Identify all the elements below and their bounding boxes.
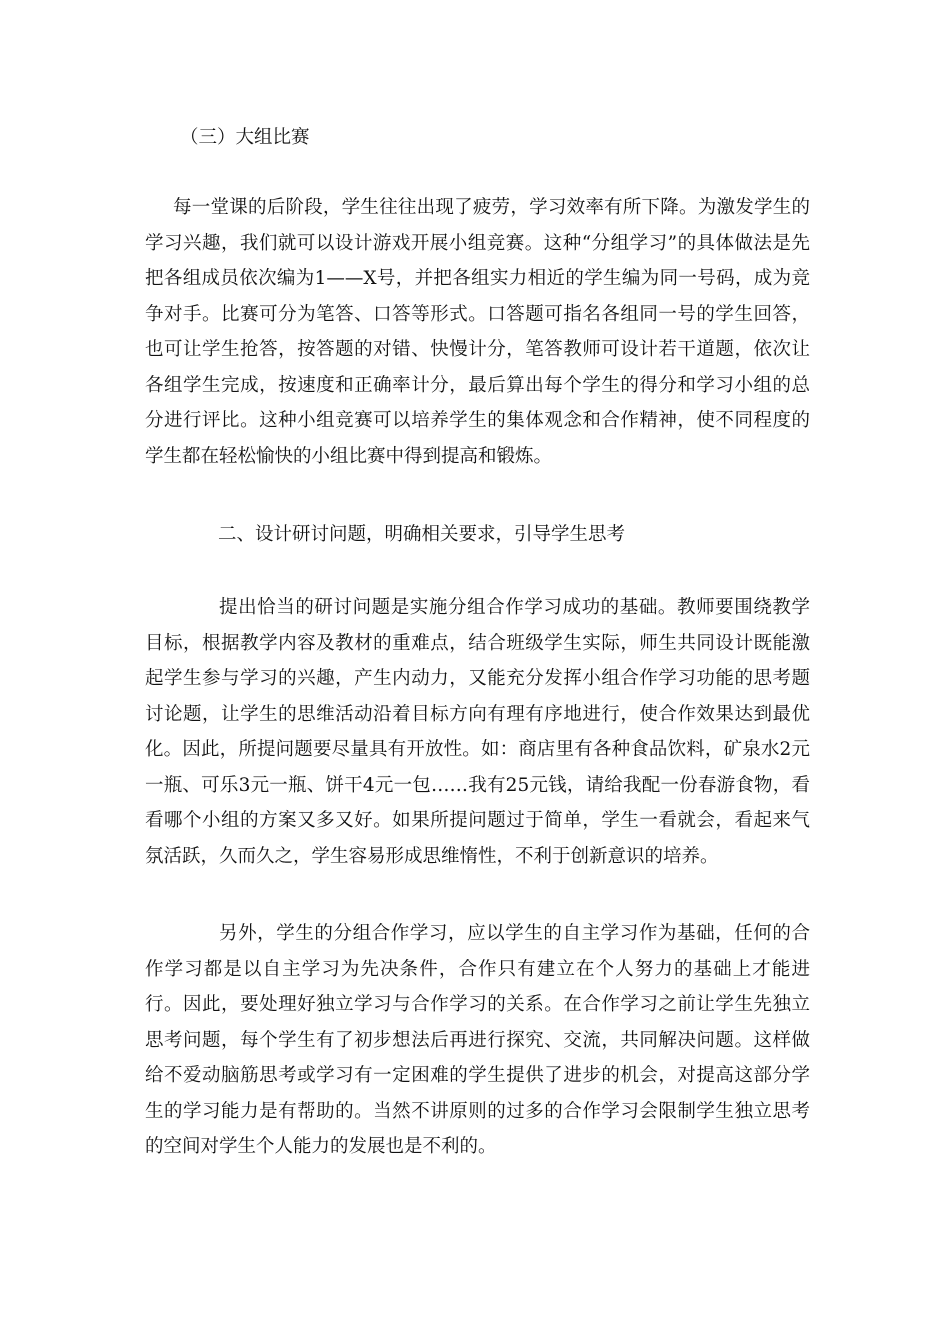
main-heading: 二、设计研讨问题，明确相关要求，引导学生思考 (218, 524, 626, 545)
section-heading: （三）大组比赛 (180, 127, 310, 148)
paragraph-discussion-questions: 提出恰当的研讨问题是实施分组合作学习成功的基础。教师要围绕教学目标，根据教学内容及教材的重难点，结合班级学生实际，师生共同设计既能激起学生参与学习的兴趣，产生内动力，又能充分发挥小组合作学习功能的思考题讨论题，让学生的思维活动沿着目标方向有理有序地进行，使合作效果达到最优化。因此，所提问题要尽量具有开放性。如：商店里有各种食品饮料，矿泉水2元一瓶、可乐3元一瓶、饼干4元一包……我有25元钱，请给我配一份春游食物，看看哪个小组的方案又多又好。如果所提问题过于简单，学生一看就会，看起来气氛活跃，久而久之，学生容易形成思维惰性，不利于创新意识的培养。 (145, 597, 810, 867)
paragraph-group-competition: 每一堂课的后阶段，学生往往出现了疲劳，学习效率有所下降。为激发学生的学习兴趣，我们就可以设计游戏开展小组竞赛。这种“分组学习”的具体做法是先把各组成员依次编为1——X号，并把各组实力相近的学生编为同一号码，成为竞争对手。比赛可分为笔答、口答等形式。口答题可指名各组同一号的学生回答，也可让学生抢答，按答题的对错、快慢计分，笔答教师可设计若干道题，依次让各组学生完成，按速度和正确率计分，最后算出每个学生的得分和学习小组的总分进行评比。这种小组竞赛可以培养学生的集体观念和合作精神，使不同程度的学生都在轻松愉快的小组比赛中得到提高和锻炼。 (145, 197, 810, 467)
paragraph-independent-learning: 另外，学生的分组合作学习，应以学生的自主学习作为基础，任何的合作学习都是以自主学习为先决条件，合作只有建立在个人努力的基础上才能进行。因此，要处理好独立学习与合作学习的关系。在合作学习之前让学生先独立思考问题，每个学生有了初步想法后再进行探究、交流，共同解决问题。这样做给不爱动脑筋思考或学习有一定困难的学生提供了进步的机会，对提高这部分学生的学习能力是有帮助的。当然不讲原则的过多的合作学习会限制学生独立思考的空间对学生个人能力的发展也是不利的。 (145, 923, 810, 1157)
